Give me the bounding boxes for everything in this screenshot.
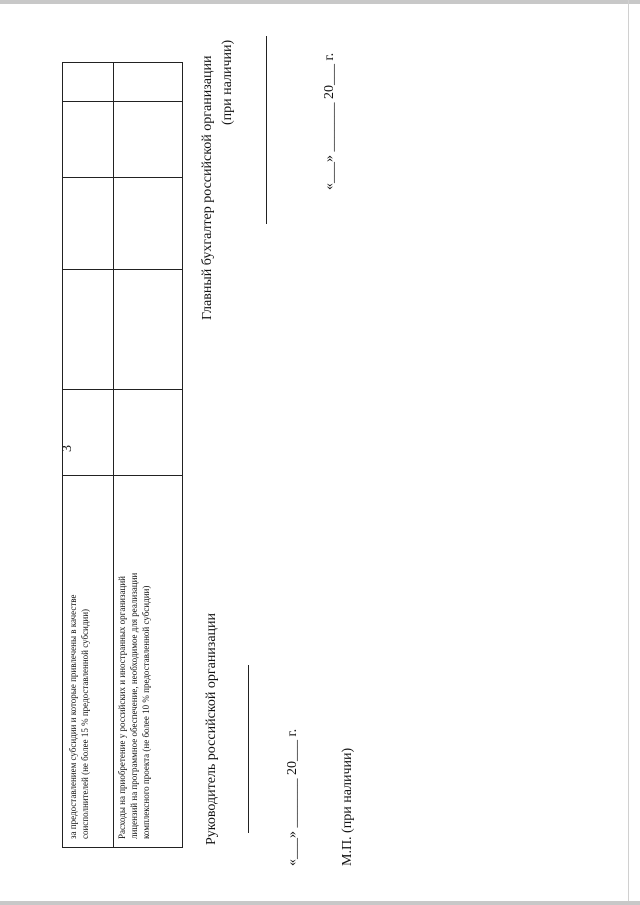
director-label: Руководитель российской организации xyxy=(204,612,219,845)
chief-accountant-label: Главный бухгалтер российской организации xyxy=(200,55,215,320)
row2-line-3: комплексного проекта (не более 10 % предоставленной субсидии) xyxy=(141,585,151,839)
table-col-divider-1 xyxy=(63,475,182,476)
director-date: «___» _______ 20___ г. xyxy=(285,728,300,866)
chief-accountant-signature-line xyxy=(266,36,267,224)
row1-line-2: соисполнителей (не более 15 % предоставленной субсидии) xyxy=(80,608,90,839)
director-signature-line xyxy=(248,665,249,833)
chief-accountant-if-any: (при наличии) xyxy=(220,39,235,125)
row2-line-2: лицензий на программное обеспечение, необходимое для реализации xyxy=(129,572,139,839)
row2-line-1: Расходы на приобретение у российских и иностранных организаций xyxy=(117,576,127,839)
stamp-label: М.П. (при наличии) xyxy=(340,747,355,866)
table-col-divider-4 xyxy=(63,177,182,178)
page-number: 3 xyxy=(60,445,75,452)
table-row-divider xyxy=(113,63,114,847)
table-col-divider-5 xyxy=(63,101,182,102)
expense-table xyxy=(62,62,183,848)
table-col-divider-2 xyxy=(63,389,182,390)
scan-edge-bottom xyxy=(0,901,640,905)
table-row-2-label xyxy=(116,479,152,839)
scan-edge-top xyxy=(0,0,640,4)
scan-edge-right xyxy=(628,0,629,905)
table-row-1-label xyxy=(67,479,91,839)
row1-line-1: за предоставлением субсидии и которые привлечены в качестве xyxy=(68,594,78,839)
table-col-divider-3 xyxy=(63,269,182,270)
chief-accountant-date: «___» _______ 20___ г. xyxy=(322,52,337,190)
